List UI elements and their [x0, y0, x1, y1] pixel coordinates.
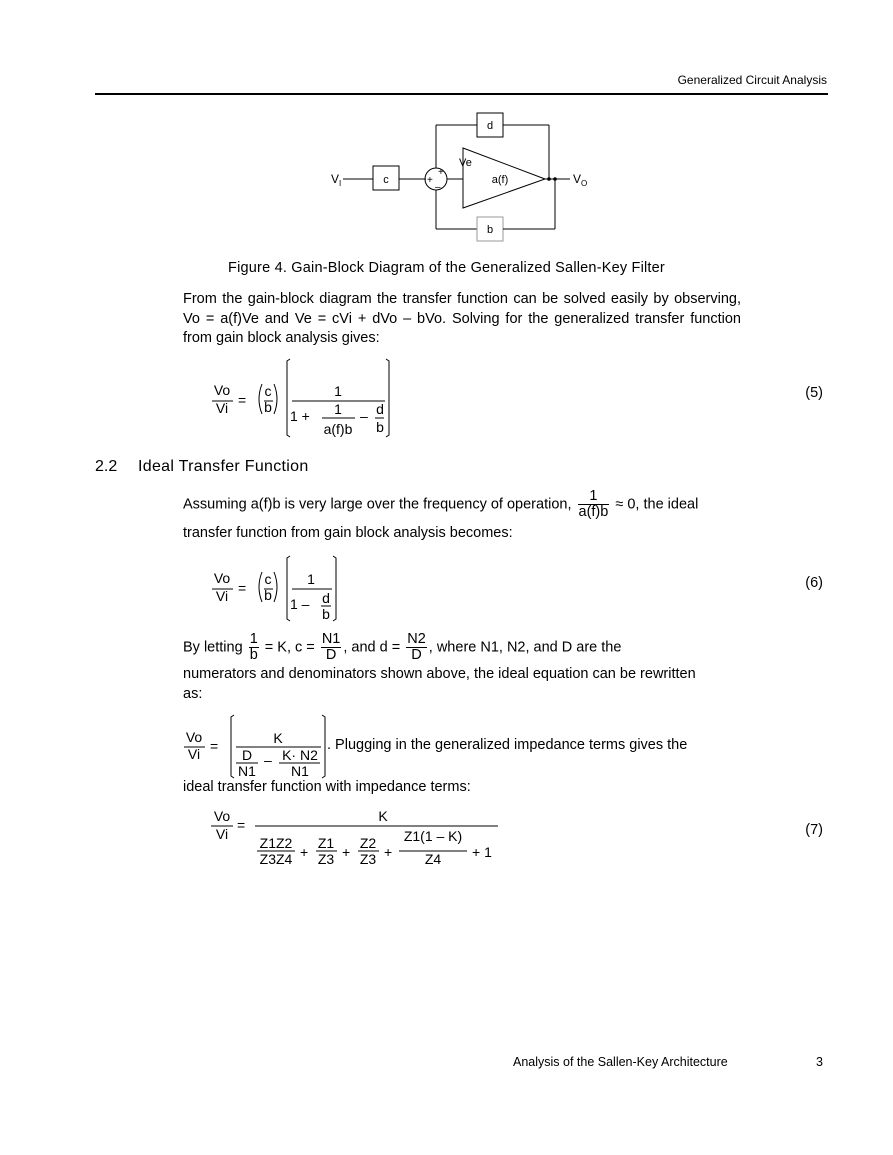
- vi-sub: I: [339, 179, 342, 188]
- paragraph-letting: By letting $\frac{1}{b}$ = K, c = $\frac{N1}{D}$ , and d = $\frac{N2}{D}$ , where N1, N2, and D are the: [183, 631, 622, 663]
- svg-text:1: 1: [334, 401, 342, 417]
- svg-text:=: =: [238, 392, 247, 408]
- paragraph-assumption: Assuming a(f)b is very large over the frequency of operation, $\frac{1}{a(f)b}$ ≈ 0, the ideal: [183, 488, 699, 520]
- svg-text:–: –: [360, 408, 368, 424]
- svg-text:Z4: Z4: [424, 851, 442, 867]
- running-header: Generalized Circuit Analysis: [677, 73, 827, 87]
- plus-top-sign: +: [438, 167, 444, 178]
- paragraph-letting-line3: as:: [183, 686, 203, 702]
- minus-sign: –: [435, 182, 441, 193]
- c-label: c: [383, 174, 389, 186]
- plus-left-sign: +: [427, 175, 433, 186]
- svg-text:N1: N1: [291, 763, 309, 779]
- svg-text:K: K: [273, 730, 283, 746]
- svg-text:Vi: Vi: [187, 746, 201, 762]
- svg-text:Vi: Vi: [215, 588, 229, 604]
- svg-text:Z3: Z3: [317, 851, 335, 867]
- paragraph-assumption-line2: transfer function from gain block analysis becomes:: [183, 525, 513, 541]
- svg-text:+: +: [384, 844, 393, 860]
- svg-text:K· N2: K· N2: [282, 747, 318, 763]
- svg-text:=: =: [210, 738, 219, 754]
- svg-text:d: d: [376, 401, 384, 417]
- equation-7: [205, 805, 505, 871]
- svg-text:=: =: [238, 580, 247, 596]
- vo-sub: O: [581, 179, 588, 188]
- svg-text:b: b: [264, 587, 272, 603]
- section-title: Ideal Transfer Function: [138, 458, 309, 475]
- svg-text:Z1Z2: Z1Z2: [259, 835, 293, 851]
- equation-number-5: (5): [805, 385, 823, 401]
- svg-text:N1: N1: [238, 763, 256, 779]
- svg-text:–: –: [264, 752, 272, 768]
- svg-text:+ 1: + 1: [472, 844, 492, 860]
- svg-text:K: K: [378, 808, 388, 824]
- svg-text:Z1(1 – K): Z1(1 – K): [403, 828, 463, 844]
- svg-text:b: b: [376, 419, 384, 435]
- svg-text:+: +: [342, 844, 351, 860]
- svg-text:Vi: Vi: [215, 826, 229, 842]
- equation-6: [200, 553, 350, 625]
- svg-text:Z1: Z1: [317, 835, 335, 851]
- figure-caption: Figure 4. Gain-Block Diagram of the Generalized Sallen-Key Filter: [228, 260, 665, 276]
- ve-label: Ve: [459, 157, 472, 169]
- svg-text:Vo: Vo: [185, 729, 203, 745]
- page-number: 3: [816, 1055, 823, 1069]
- svg-text:d: d: [322, 590, 330, 606]
- svg-text:b: b: [322, 606, 330, 622]
- gain-block-diagram: [325, 108, 605, 248]
- section-number: 2.2: [95, 458, 118, 475]
- paragraph-plugging-line2: ideal transfer function with impedance terms:: [183, 779, 471, 795]
- header-rule: [95, 93, 828, 95]
- svg-text:c: c: [264, 571, 272, 587]
- svg-text:Z3Z4: Z3Z4: [259, 851, 293, 867]
- paragraph-letting-line2: numerators and denominators shown above, the ideal equation can be rewritten: [183, 666, 696, 682]
- svg-text:c: c: [264, 383, 272, 399]
- svg-text:Z2: Z2: [359, 835, 377, 851]
- equation-number-6: (6): [805, 575, 823, 591]
- svg-text:=: =: [237, 817, 246, 833]
- svg-text:Z3: Z3: [359, 851, 377, 867]
- svg-text:Vi: Vi: [215, 400, 229, 416]
- svg-text:Vo: Vo: [213, 382, 231, 398]
- svg-text:+: +: [300, 844, 309, 860]
- footer-title: Analysis of the Sallen-Key Architecture: [513, 1055, 728, 1069]
- af-label: a(f): [491, 174, 509, 186]
- svg-text:1: 1: [307, 571, 315, 587]
- svg-text:1: 1: [334, 383, 342, 399]
- d-label: d: [486, 120, 494, 132]
- svg-text:a(f)b: a(f)b: [323, 421, 353, 437]
- vo-label: V: [573, 172, 582, 186]
- svg-text:1 –: 1 –: [290, 596, 310, 612]
- svg-text:1 +: 1 +: [290, 408, 310, 424]
- equation-5: [200, 355, 400, 443]
- equation-number-7: (7): [805, 822, 823, 838]
- paragraph-plugging: . Plugging in the generalized impedance terms gives the: [327, 737, 688, 753]
- paragraph-gain-block: From the gain-block diagram the transfer function can be solved easily by observing, Vo = a(f)Ve and Ve = cVi + dVo – bVo. Solving for the generalized transfer function from gain block analysis gives:: [183, 291, 741, 346]
- svg-text:D: D: [241, 747, 253, 763]
- vi-label: V: [331, 172, 340, 186]
- equation-ideal-K: [183, 712, 343, 782]
- svg-text:b: b: [264, 399, 272, 415]
- svg-text:Vo: Vo: [213, 808, 231, 824]
- b-label: b: [486, 224, 494, 236]
- svg-text:Vo: Vo: [213, 570, 231, 586]
